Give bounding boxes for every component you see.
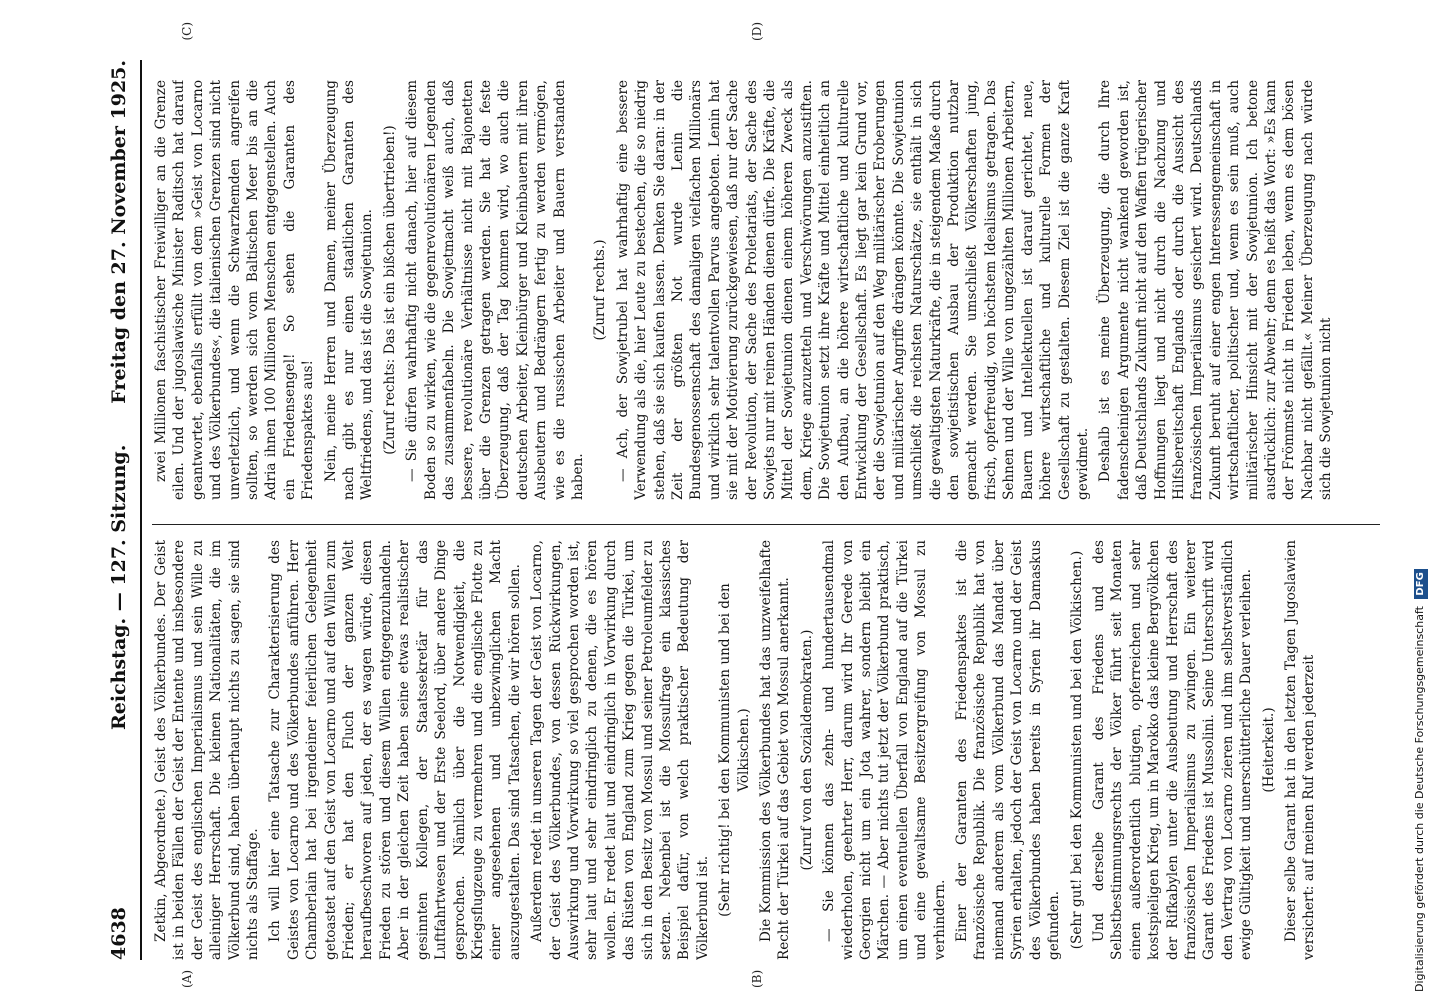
rotated-page-content bbox=[60, 0, 1420, 1000]
dfg-logo: DFG bbox=[1414, 569, 1428, 598]
paragraph: Dieser selbe Garant hat in den letzten Tagen Jugoslawien versichert: auf meinen Ruf werden jederzeit bbox=[1282, 540, 1318, 960]
paragraph: Und derselbe Garant des Friedens und des Selbstbestimmungsrechts der Völker führt seit Monaten einen außerordentlich blutigen, opferreichen und sehr kostspieligen Krieg, um in Marokko das kleine Bergvölkchen der Rifkabylen unter die Ausbeutung und Herrschaft des französischen Imperialismus zu zwingen. Ein weiterer Garant des Friedens ist Mussolini. Seine Unterschrift wird den Vertrag von Locarno zieren und ihm selbstverständlich ewige Gültigkeit und unerschütterliche Dauer verleihen. bbox=[1090, 540, 1255, 960]
right-column bbox=[152, 80, 1380, 500]
paragraph: Die Kommission des Völkerbundes hat das unzweifelhafte Recht der Türkei auf das Gebiet von Mossul anerkannt. bbox=[758, 540, 793, 960]
paragraph: Ich will hier eine Tatsache zur Charakterisierung des Geistes von Locarno und des Völkerbundes anführen. Herr Chamberlain hat bei irgendeiner feierlichen Gelegenheit getoastet auf den Geist von Locarno und auf den Willen zum Frieden; er hat den Fluch der ganzen Welt heraufbeschworen auf jeden, der es wagen würde, diesen Frieden zu stören und diesem Willen entgegenzuhandeln. Aber in der gleichen Zeit haben seine etwas realistischer gesinnten Kollegen, der Staatssekretär für das Luftfahrtwesen und der Erste Seelord, über andere Dinge gesprochen. Nämlich über die Notwendigkeit, die Kriegsflugzeuge zu vermehren und die englische Flotte zu einer angesehenen und unbezwinglichen Macht auszugestalten. Das sind Tatsachen, die wir hören sollen. bbox=[267, 540, 523, 960]
interjection: (Zuruf von den Sozialdemokraten.) bbox=[798, 629, 815, 871]
paragraph: — Sie können das zehn- und hundertausendmal wiederholen, geehrter Herr, darum wird Ihr Gerede von Georgien nicht um ein Jota wahrer, sondern bleibt ein Märchen. — Aber nichts tut jetzt der Völkerbund praktisch, um einen eventuellen Überfall von England auf die Türkei und eine gewaltsame Besitzergreifung von Mossul zu verhindern. bbox=[821, 540, 948, 960]
page-number: 4638 bbox=[108, 907, 130, 960]
paragraph: Zetkin, Abgeordnete.) Geist des Völkerbundes. Der Geist ist in beiden Fällen der Geist der Entente und insbesondere der Geist des englischen Imperialismus und sein Wille zu alleiniger Herrschaft. Die kleinen Nationalitäten, die im Völkerbund sind, haben überhaupt nichts zu sagen, sie sind nichts als Staffage. bbox=[153, 540, 262, 960]
paragraph: Einer der Garanten des Friedenspaktes ist die französische Republik. Die französische Republik hat von niemand anderem als vom Völkerbund das Mandat über Syrien erhalten, jedoch der Geist von Locarno und der Geist des Völkerbundes haben bereits in Syrien ihr Damaskus gefunden. bbox=[954, 540, 1063, 960]
interjection: (Heiterkeit.) bbox=[1260, 707, 1277, 793]
margin-mark-d: (D) bbox=[750, 22, 764, 41]
paragraph: Nein, meine Herren und Damen, meiner Überzeugung nach gibt es nur einen staatlichen Garanten des Weltfriedens, und das ist die Sowjetunion. bbox=[322, 80, 376, 500]
interjection: (Sehr richtig! bei den Kommunisten und bei den Völkischen.) bbox=[717, 583, 752, 917]
interjection: (Sehr gut! bei den Kommunisten und bei den Völkischen.) bbox=[1068, 550, 1085, 950]
paragraph: zwei Millionen faschistischer Freiwilliger an die Grenze eilen. Und der jugoslawische Minister Raditsch hat darauf geantwortet, ebenfalls erfüllt von dem »Geist von Locarno und des Völkerbundes«, die italienischen Grenzen sind nicht unverletzlich, und wenn die Schwarzhemden angreifen sollten, so werden sich vom Baltischen Meer bis an die Adria ihnen 100 Millionen Menschen entgegenstellen. Auch ein Friedensengel! So sehen die Garanten des Friedenspaktes aus! bbox=[153, 80, 317, 500]
margin-mark-a: (A) bbox=[180, 969, 194, 988]
paragraph: Außerdem redet in unseren Tagen der Geist von Locarno, der Geist des Völkerbundes, von dessen Rückwirkungen, Auswirkung und Vorwirkung so viel gesprochen worden ist, sehr laut und sehr eindringlich zu denen, die es hören wollen. Er redet laut und eindringlich in Vorwirkung durch das Rüsten von England zum Krieg gegen die Türkei, um sich in den Besitz von Mossul und seiner Petroleumfelder zu setzen. Nebenbei ist die Mossulfrage ein klassisches Beispiel dafür, von welch praktischer Bedeutung der Völkerbund ist. bbox=[529, 540, 711, 960]
interjection: (Zuruf rechts: Das ist ein bißchen übertrieben!) bbox=[381, 125, 398, 455]
session-title: Reichstag. — 127. Sitzung. bbox=[108, 444, 130, 730]
digitization-credit bbox=[1411, 8, 1429, 992]
paragraph: — Sie dürfen wahrhaftig nicht danach, hier auf diesem Boden so zu wirken, wie die gegenrevolutionären Legenden das zusammenfabeln. Die Sowjetmacht weiß auch, daß bessere, revolutionäre Verhältnisse nicht mit Bajonetten über die Grenzen getragen werden. Sie hat die feste Überzeugung, daß der Tag kommen wird, wo auch die deutschen Arbeiter, Kleinbürger und Kleinbauern mit ihren Ausbeutern und Bedrängern fertig zu werden vermögen, wie es die russischen Arbeiter und Bauern verstanden haben. bbox=[404, 80, 586, 500]
paragraph: Deshalb ist es meine Überzeugung, die durch Ihre fadenscheinigen Argumente nicht wankend geworden ist, daß Deutschlands Zukunft nicht auf den Waffen trügerischer Hoffnungen liegt und nicht durch die Nachzung und Hilfsbereitschaft Englands oder durch die Aussicht des französischen Imperialismus gesichert wird. Deutschlands Zukunft beruht auf einer engen Interessengemeinschaft in wirtschaftlicher, politischer und, wenn es sein muß, auch militärischer Hinsicht mit der Sowjetunion. Ich betone ausdrücklich: zur Abwehr; denn es heißt das Wort: »Es kann der Frömmste nicht in Frieden leben, wenn es dem bösen Nachbar nicht gefällt.« Meiner Überzeugung nach würde sich die Sowjetunion nicht bbox=[1097, 80, 1335, 500]
column-divider bbox=[152, 524, 1380, 525]
credit-text: Digitalisierung gefördert durch die Deutsche Forschungsgemeinschaft bbox=[1413, 606, 1426, 992]
interjection: (Zuruf rechts.) bbox=[592, 239, 609, 341]
margin-mark-b: (B) bbox=[750, 969, 764, 988]
left-column bbox=[152, 540, 1380, 960]
page-header bbox=[100, 60, 142, 960]
session-date: Freitag den 27. November 1925. bbox=[108, 60, 130, 404]
margin-mark-c: (C) bbox=[180, 22, 194, 41]
paragraph: — Ach, der Sowjetrubel hat wahrhaftig eine bessere Verwendung als die, hier Leute zu bestechen, die so niedrig stehen, daß sie sich kaufen lassen. Denken Sie daran: in der Zeit der größten Not wurde Lenin die Bundesgenossenschaft des damaligen vielfachen Millionärs und wirklich sehr talentvollen Parvus angeboten. Lenin hat sie mit der Motivierung zurückgewiesen, daß nur der Sache der Revolution, der Sache des Proletariats, der Sache des Sowjets nur mit reinen Händen dienen dürfe. Die Kräfte, die Mittel der Sowjetunion dienen einem höheren Zweck als dem, Kriege anzuzetteln und Verschwörungen anzustiften. Die Sowjetunion setzt ihre Kräfte und Mittel einheitlich an den Aufbau, an die höhere wirtschaftliche und kulturelle Entwicklung der Gesellschaft. Es liegt gar kein Grund vor, der die Sowjetunion auf den Weg militärischer Eroberungen und militärischer Angriffe drängen könnte. Die Sowjetunion umschließt die reichsten Naturschätze, sie enthält in sich die gewaltigsten Naturkräfte, die in steigendem Maße durch den sowjetistischen Ausbau der Produktion nutzbar gemacht werden. Sie umschließt Völkerschaften jung, frisch, opferfreudig, von höchstem Idealismus getragen. Das Sehnen und der Wille von ungezählten Millionen Arbeitern, Bauern und Intellektuellen ist darauf gerichtet, neue, höhere wirtschaftliche und kulturelle Formen der Gesellschaft zu gestalten. Diesem Ziel ist die ganze Kraft gewidmet. bbox=[614, 80, 1091, 500]
